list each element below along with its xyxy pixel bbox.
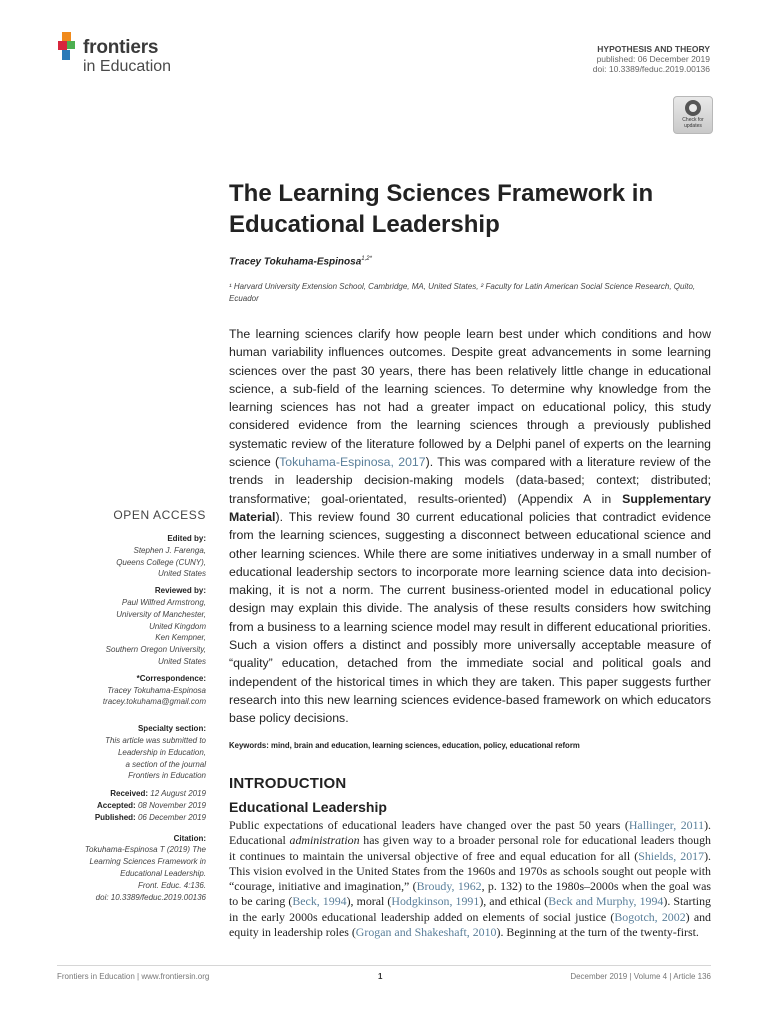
- accepted-row: [46, 800, 206, 812]
- reviewer-line: Southern Oregon University,: [105, 645, 206, 655]
- reviewer-line: United Kingdom: [149, 621, 206, 631]
- section-heading: INTRODUCTION: [229, 775, 347, 792]
- body-span: has given way to a broader personal role for educational leaders though it continues to maintain the universal objective of free and equal education for all (: [229, 833, 711, 863]
- reviewer-line: University of Manchester,: [116, 609, 206, 619]
- journal-logo[interactable]: [56, 32, 196, 80]
- body-span: ), and ethical (: [479, 894, 549, 909]
- footer-journal-link[interactable]: Frontiers in Education | www.frontiersin.org: [57, 972, 210, 981]
- received-row: [46, 788, 206, 800]
- footer-issue-info: December 2019 | Volume 4 | Article 136: [570, 972, 711, 981]
- check-updates-icon: [685, 100, 701, 116]
- correspondence-email[interactable]: tracey.tokuhama@gmail.com: [102, 697, 206, 707]
- published-row: [46, 812, 206, 824]
- published-date-sidebar: 06 December 2019: [137, 812, 206, 822]
- accepted-date: 08 November 2019: [137, 800, 206, 810]
- citation-line: Learning Sciences Framework in: [89, 857, 206, 867]
- article-title: The Learning Sciences Framework in Educational Leadership: [229, 180, 654, 238]
- editor-info: [46, 545, 206, 580]
- citation-line: Front. Educ. 4:136.: [137, 880, 206, 890]
- specialty-line: Leadership in Education,: [117, 747, 206, 757]
- citation-link[interactable]: Hodgkinson, 1991: [391, 894, 480, 909]
- abstract: [229, 325, 711, 728]
- author-name[interactable]: Tracey Tokuhama-Espinosa: [229, 256, 362, 268]
- edited-by-label: Edited by:: [167, 534, 206, 543]
- affiliations: ¹ Harvard University Extension School, Cambridge, MA, United States, ² Faculty for Latin American Social Science Research, Quito, Ecuador: [229, 282, 696, 303]
- abstract-text-1: The learning sciences clarify how people learn best under which conditions and how human variability influences outcomes. Despite great advancements in some learning sciences over the past 30 years, there has been relatively little change in educational science, a sub-field of the learning sciences. To determine why knowledge from the learning sciences has not had a greater impact on educational policy, this study considered evidence from the learning sciences through a previously published systematic review of the literature followed by a Delphi panel of experts on the learning science (: [229, 327, 711, 470]
- open-access-label: OPEN ACCESS: [113, 508, 206, 522]
- body-span: ). Starting in the early 2000s educational leadership added on elements of social justice (: [229, 894, 712, 924]
- specialty-line: This article was submitted to: [105, 735, 206, 745]
- article-info-sidebar: [46, 533, 206, 903]
- abstract-text-2: ). This was compared with a literature review of the trends in leadership decision-making models (data-based; context; distributed; transformative; goal-orientated, results-oriented) (Appendix A in: [229, 455, 711, 506]
- editor-line: Stephen J. Farenga,: [133, 545, 206, 555]
- keywords: Keywords: mind, brain and education, learning sciences, education, policy, educational reform: [229, 741, 580, 750]
- footer-divider: [57, 965, 711, 966]
- citation-link[interactable]: Beck, 1994: [292, 894, 347, 909]
- citation-line: Tokuhama-Espinosa T (2019) The: [84, 845, 206, 855]
- logo-line-2: in Education: [83, 58, 172, 75]
- author-superscript: 1,2*: [361, 256, 372, 262]
- correspondence-name: Tracey Tokuhama-Espinosa: [107, 685, 206, 695]
- body-span: ), moral (: [346, 894, 392, 909]
- reviewer-line: Ken Kempner,: [155, 633, 206, 643]
- author-line: [229, 256, 372, 267]
- reviewer-line: United States: [157, 656, 206, 666]
- body-span: , p. 132) to the 1980s–2000s when the goal was to be caring (: [229, 879, 711, 909]
- published-label: Published:: [94, 812, 136, 822]
- frontiers-logo-icon: [56, 32, 80, 62]
- citation-link[interactable]: Tokuhama-Espinosa, 2017: [279, 455, 426, 470]
- check-updates-label: Check for updates: [682, 117, 704, 129]
- abstract-text-3: ). This review found 30 current educational policies that contradict evidence from the learning sciences, suggesting a disconnect between educational science and other learning sciences. While there are some initiatives underway in a small number of educational leadership sectors to incorporate more learning science data into decision-making, it is not a norm. The current business-oriented model in educational policy design may explain this divide. The analysis of these results considers how switching from a business to a learning science model may result in different educational priorities. Such a vision offers a distinct and possibly more universally acceptable measure of “quality” education, detached from the immediate social and political goals and independent of the historical times in which they are taken. This paper suggests further research into this new learning sciences evidence-based framework on which educators base policy decisions.: [229, 509, 711, 726]
- editor-line: Queens College (CUNY),: [116, 557, 206, 567]
- citation-link[interactable]: Grogan and Shakeshaft, 2010: [355, 925, 497, 940]
- specialty-section-label: Specialty section:: [137, 724, 206, 734]
- citation-link[interactable]: Hallinger, 2011: [628, 818, 705, 832]
- citation-link[interactable]: Beck and Murphy, 1994: [548, 894, 664, 909]
- editor-line: United States: [157, 569, 206, 579]
- body-span: Public expectations of educational leaders have changed over the past 50 years (: [229, 818, 629, 832]
- correspondence-label: *Correspondence:: [136, 673, 206, 683]
- body-span: ). This vision evolved in the United States from the 1960s and 1970s as schools sought out people with “courage, initiative and imagination,” (: [229, 848, 711, 894]
- reviewed-by-label: Reviewed by:: [154, 586, 206, 596]
- citation-link[interactable]: Bogotch, 2002: [614, 909, 686, 924]
- subsection-heading: Educational Leadership: [229, 799, 387, 815]
- article-doi[interactable]: doi: 10.3389/feduc.2019.00136: [592, 64, 710, 74]
- body-span: ). Beginning at the turn of the twenty-first.: [496, 925, 699, 940]
- body-text: [229, 818, 711, 940]
- published-date: published: 06 December 2019: [596, 54, 710, 64]
- article-meta: [593, 44, 710, 74]
- received-label: Received:: [110, 789, 149, 799]
- citation-link[interactable]: Broudy, 1962: [416, 879, 482, 894]
- received-date: 12 August 2019: [150, 789, 206, 799]
- supplementary-link[interactable]: Supplementary Material: [229, 491, 711, 524]
- logo-line-1: frontiers: [83, 37, 159, 58]
- accepted-label: Accepted:: [97, 800, 136, 810]
- page-number: 1: [378, 972, 383, 981]
- citation-doi[interactable]: doi: 10.3389/feduc.2019.00136: [95, 892, 206, 902]
- article-type: HYPOTHESIS AND THEORY: [597, 44, 710, 54]
- reviewer-line: Paul Wilfred Armstrong,: [121, 597, 206, 607]
- citation-link[interactable]: Shields, 2017: [638, 848, 705, 863]
- citation-label: Citation:: [173, 833, 206, 843]
- citation-line: Educational Leadership.: [120, 868, 206, 878]
- specialty-line: a section of the journal: [125, 759, 206, 769]
- body-emphasis: administration: [289, 833, 360, 848]
- correspondence-info: [46, 685, 206, 709]
- body-span: ). Educational: [229, 818, 711, 848]
- specialty-line: Frontiers in Education: [128, 771, 206, 781]
- body-span: ) and equity in leadership roles (: [229, 909, 711, 940]
- check-for-updates-button[interactable]: [673, 96, 713, 134]
- specialty-info: [46, 735, 206, 782]
- reviewer-info: [46, 597, 206, 668]
- citation-info: [46, 844, 206, 903]
